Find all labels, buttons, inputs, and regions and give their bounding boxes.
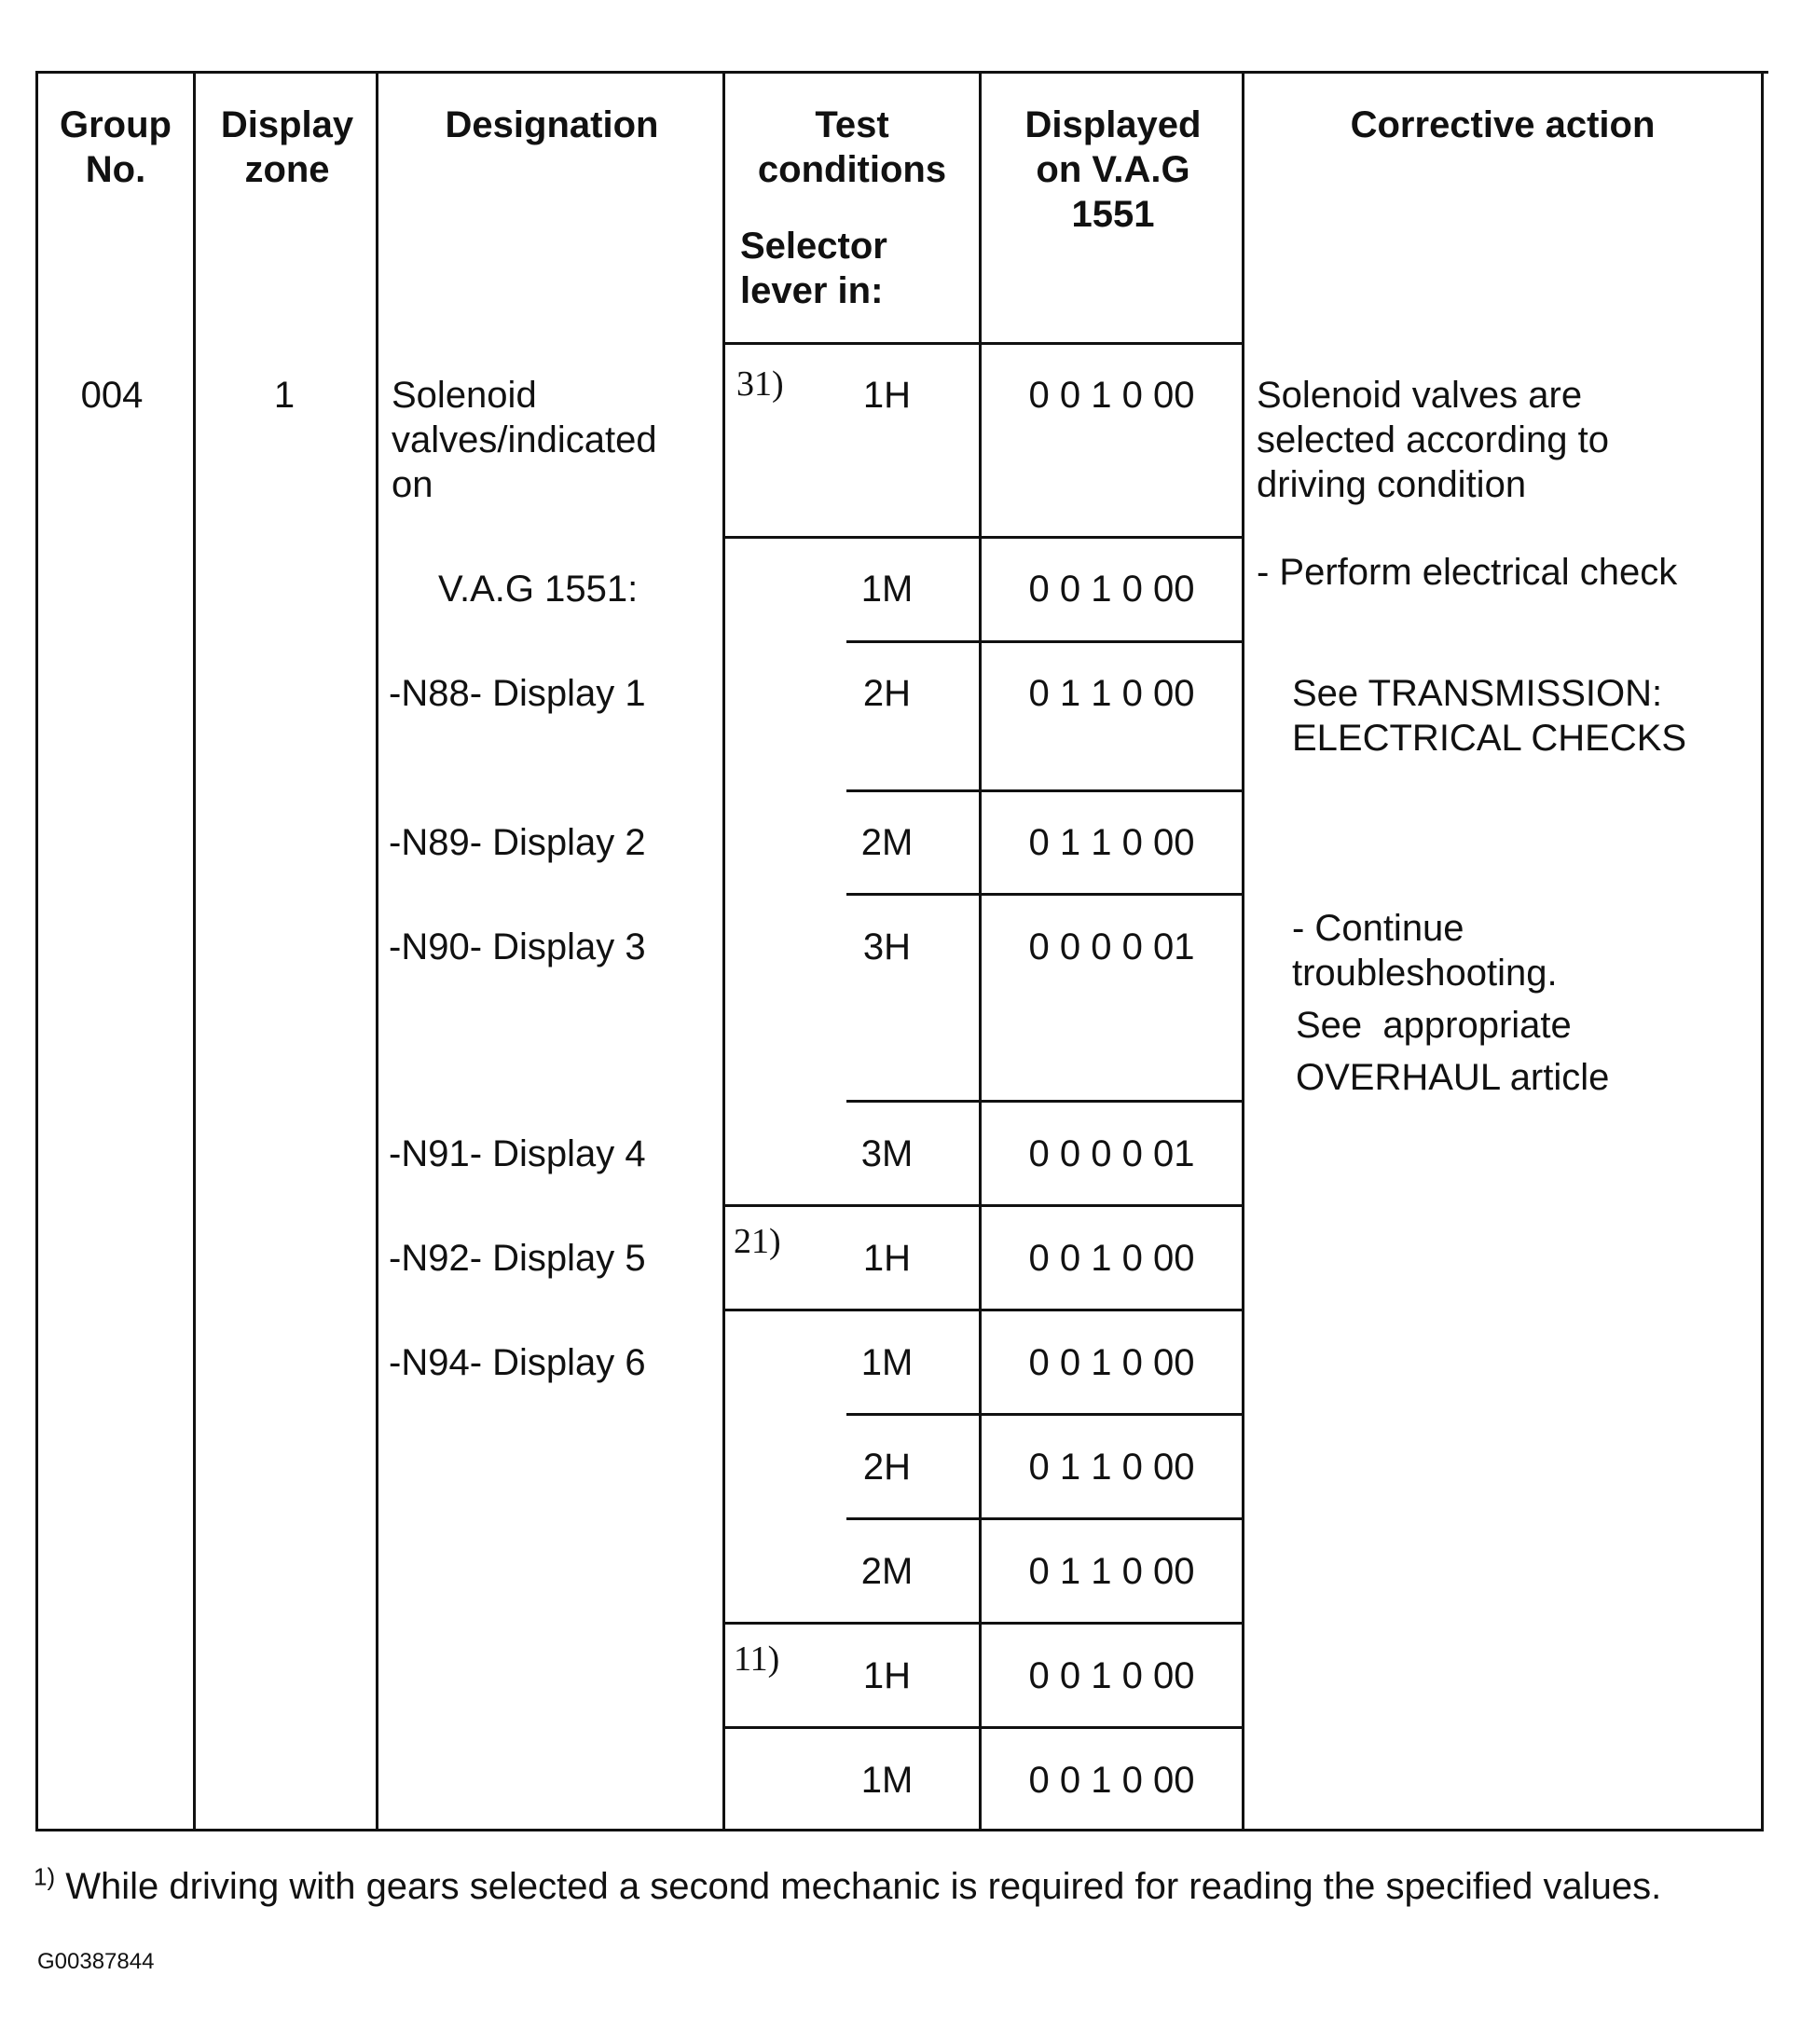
designation-item: -N92- Display 5 — [389, 1238, 646, 1279]
row-rule-11-top — [725, 1622, 1244, 1625]
value-cell: 0 0 1 0 00 — [1028, 1342, 1195, 1383]
value-cell: 0 1 1 0 00 — [1028, 1447, 1195, 1488]
gear-cell: 1H — [862, 1238, 912, 1279]
col-sep-3 — [722, 71, 725, 1831]
header-test-conditions: Test conditions — [757, 104, 947, 190]
table-border-top — [37, 71, 1768, 74]
group-number: 004 — [80, 375, 144, 416]
designation-item: -N94- Display 6 — [389, 1342, 646, 1383]
designation-item: -N88- Display 1 — [389, 673, 646, 714]
corrective-perform-check: - Perform electrical check — [1257, 552, 1678, 593]
gear-cell: 3H — [862, 926, 912, 967]
designation-vag: V.A.G 1551: — [438, 569, 639, 610]
row-rule-21-bottom — [725, 1309, 1244, 1311]
designation-item: -N89- Display 2 — [389, 822, 646, 863]
display-zone-value: 1 — [273, 375, 296, 416]
figure-code: G00387844 — [37, 1949, 155, 1974]
footnote-marker: 1) — [34, 1862, 56, 1891]
gear-cell: 1H — [862, 375, 912, 416]
col-sep-1 — [193, 71, 196, 1831]
footnote — [34, 1864, 1661, 1909]
value-cell: 0 1 1 0 00 — [1028, 1551, 1195, 1592]
gear-cell: 2M — [860, 1551, 914, 1592]
gear-cell: 1M — [860, 1760, 914, 1801]
gear-cell: 1M — [860, 569, 914, 610]
gear-cell: 1M — [860, 1342, 914, 1383]
header-group-no: Group No. — [60, 104, 172, 190]
designation-item: -N91- Display 4 — [389, 1133, 646, 1174]
footnote-text: While driving with gears selected a second mechanic is required for reading the specified values. — [55, 1866, 1662, 1907]
value-cell: 0 0 1 0 00 — [1028, 1238, 1195, 1279]
col-sep-5 — [1242, 71, 1244, 1831]
value-cell: 0 1 1 0 00 — [1028, 822, 1195, 863]
group-marker: 31) — [736, 364, 784, 404]
value-cell: 0 0 1 0 00 — [1028, 569, 1195, 610]
row-rule-21-top — [725, 1204, 1244, 1207]
designation-item: -N90- Display 3 — [389, 926, 646, 967]
header-designation: Designation — [445, 104, 659, 145]
col-sep-2 — [376, 71, 378, 1831]
table-border-left — [35, 71, 38, 1831]
group-marker: 11) — [734, 1639, 780, 1679]
header-selector-lever: Selector lever in: — [740, 226, 887, 311]
value-cell: 0 0 0 0 01 — [1028, 926, 1195, 967]
header-displayed-on: Displayed on V.A.G 1551 — [1024, 104, 1202, 235]
gear-cell: 2H — [862, 673, 912, 714]
row-rule-partial — [846, 789, 1244, 792]
value-cell: 0 0 1 0 00 — [1028, 1760, 1195, 1801]
value-cell: 0 0 1 0 00 — [1028, 1655, 1195, 1696]
row-rule-partial — [846, 1100, 1244, 1103]
gear-cell: 2M — [860, 822, 914, 863]
gear-cell: 1H — [862, 1655, 912, 1696]
value-cell: 0 0 1 0 00 — [1028, 375, 1195, 416]
designation-solenoid: Solenoid valves/indicated on — [392, 375, 657, 505]
corrective-selected: Solenoid valves are selected according to driving condition — [1257, 375, 1610, 505]
row-rule-partial — [846, 1517, 1244, 1520]
header-rule — [725, 342, 1244, 345]
corrective-see-transmission: See TRANSMISSION: ELECTRICAL CHECKS — [1292, 673, 1687, 759]
value-cell: 0 1 1 0 00 — [1028, 673, 1195, 714]
row-rule-11-bottom — [725, 1726, 1244, 1729]
corrective-see-overhaul: See appropriate OVERHAUL article — [1296, 1005, 1610, 1098]
value-cell: 0 0 0 0 01 — [1028, 1133, 1195, 1174]
group-marker: 21) — [734, 1222, 781, 1261]
table-border-bottom — [35, 1829, 1763, 1831]
gear-cell: 2H — [862, 1447, 912, 1488]
corrective-continue: - Continue troubleshooting. — [1292, 908, 1558, 994]
row-rule-31 — [725, 536, 1244, 539]
header-corrective-action: Corrective action — [1350, 104, 1656, 145]
row-rule-partial — [846, 640, 1244, 643]
row-rule-partial — [846, 1413, 1244, 1416]
row-rule-partial — [846, 893, 1244, 896]
header-display-zone: Display zone — [220, 104, 354, 190]
gear-cell: 3M — [860, 1133, 914, 1174]
table-border-right — [1761, 71, 1764, 1831]
